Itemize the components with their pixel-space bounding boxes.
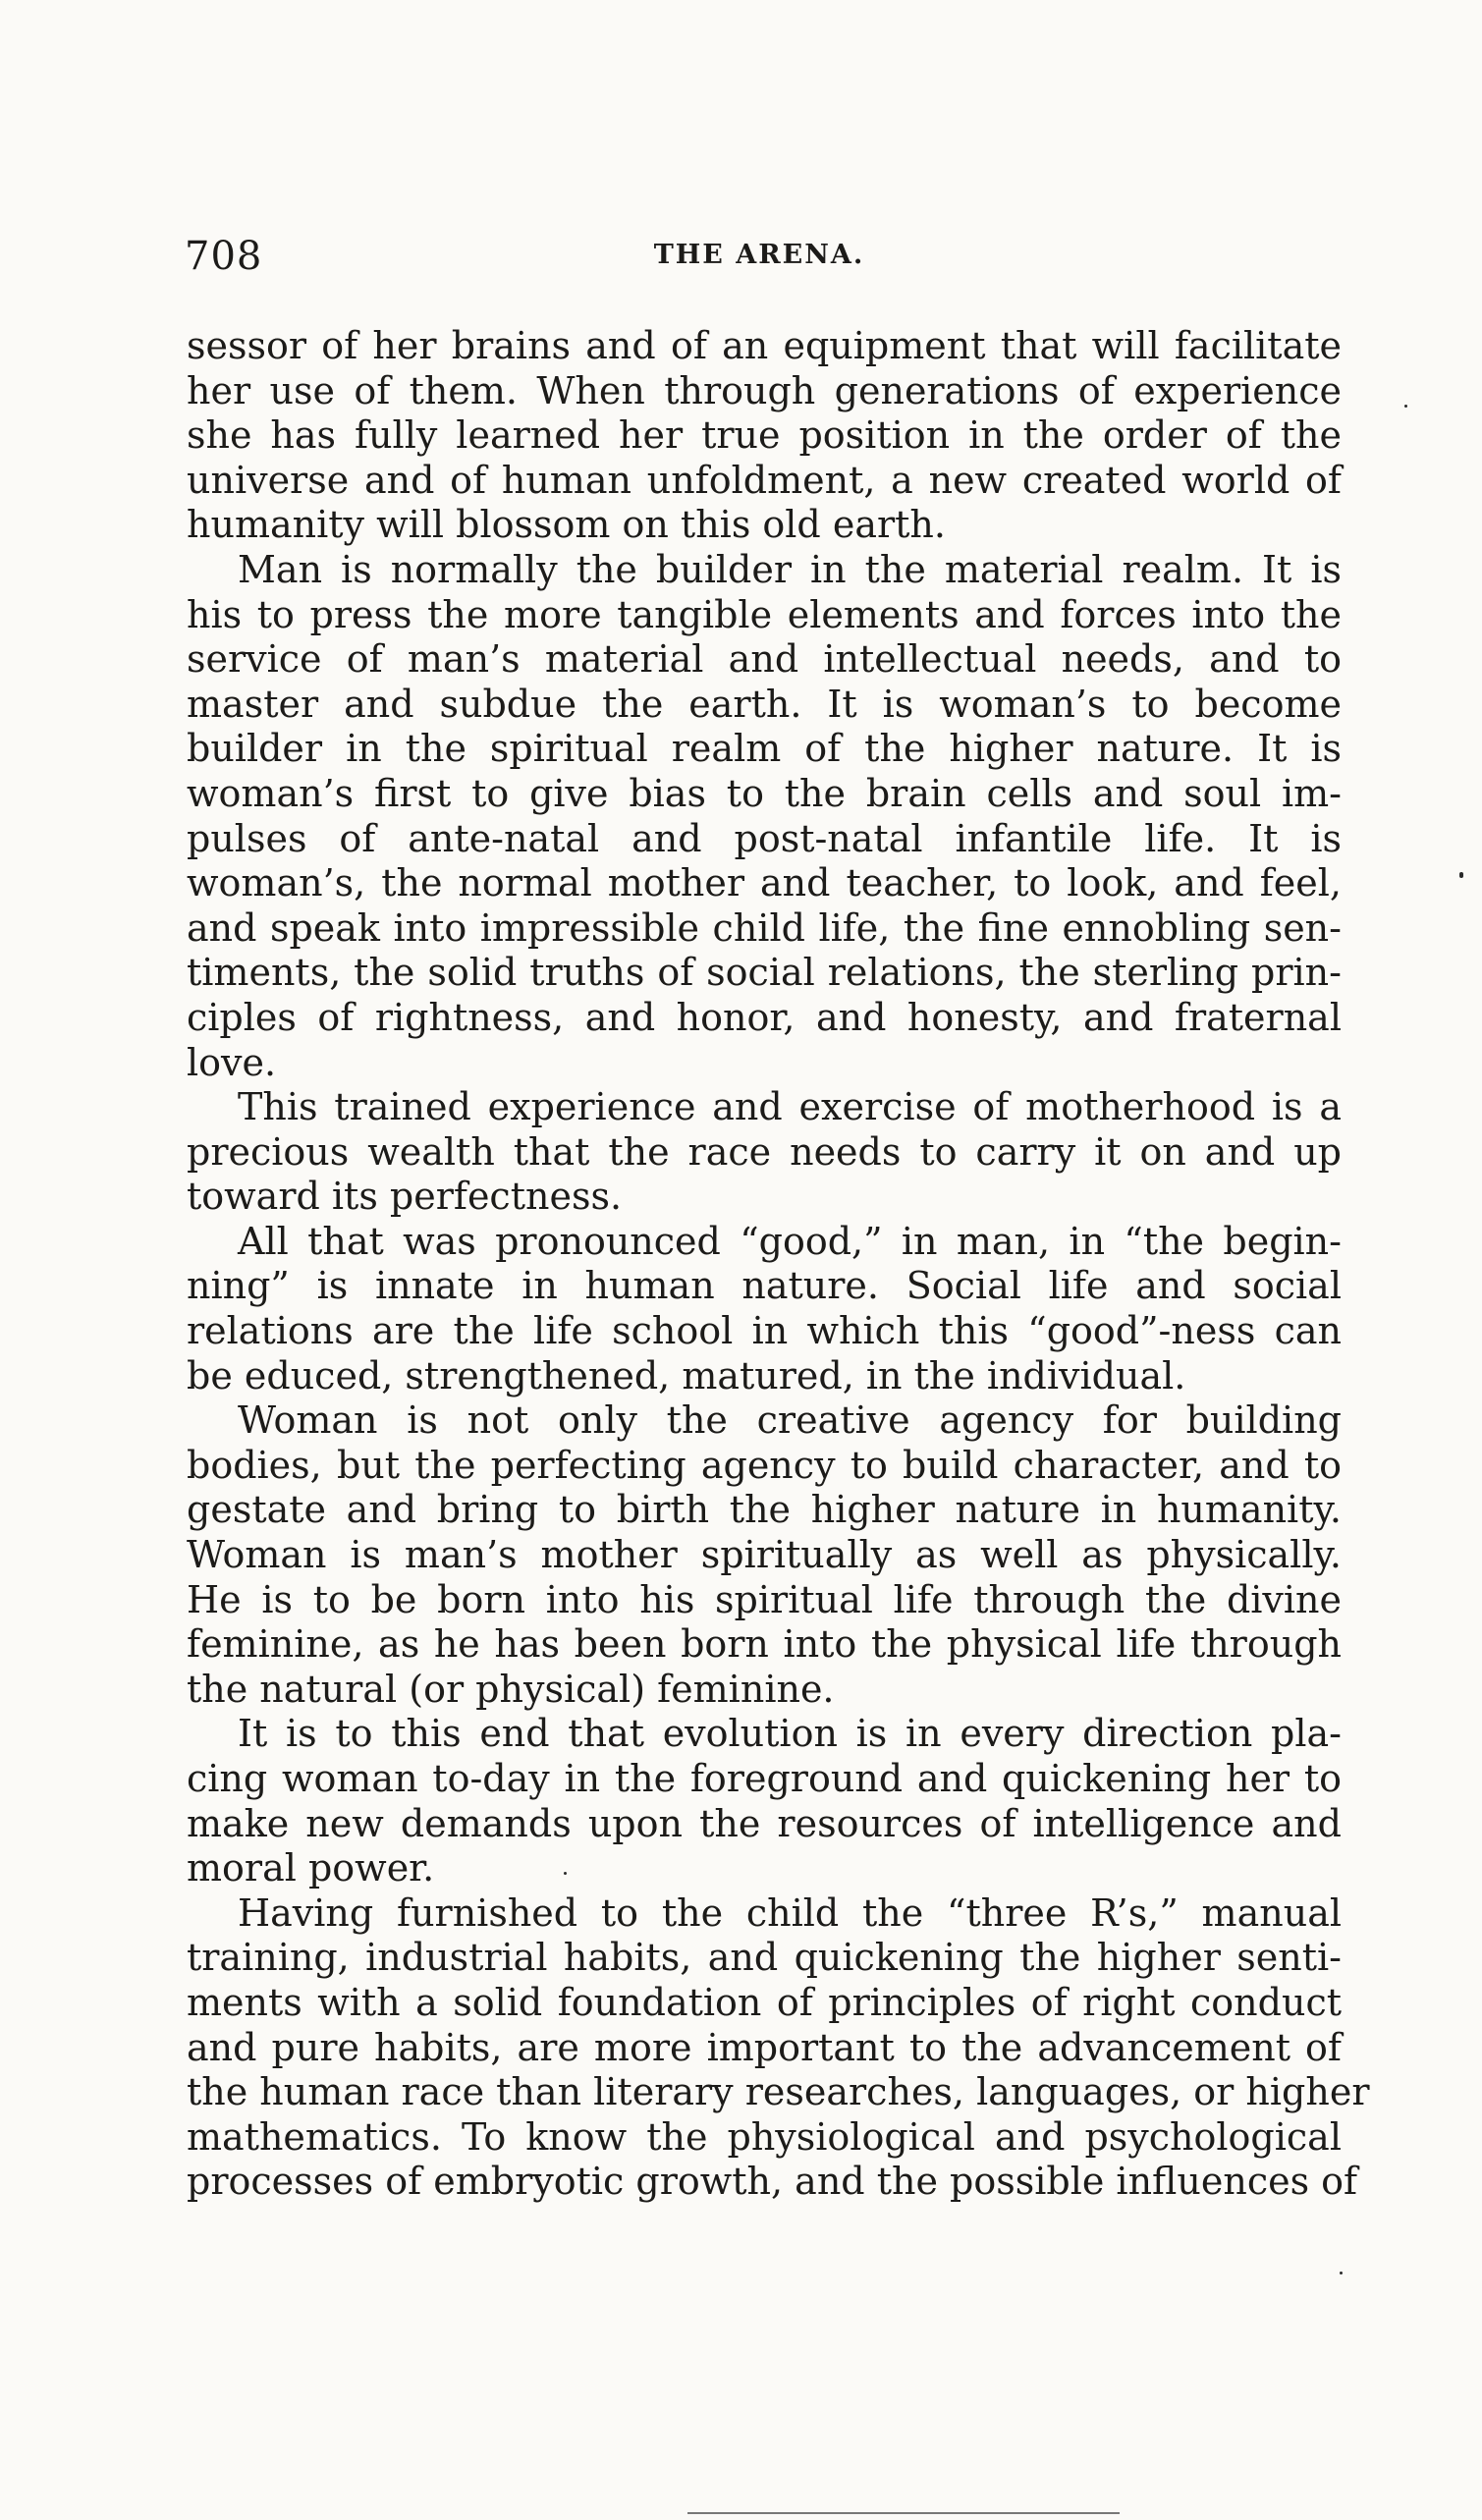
journal-title: THE ARENA. [653, 240, 865, 270]
page-number: 708 [185, 234, 263, 279]
text-line: gestate and bring to birth the higher nature in humanity. [187, 1488, 1342, 1532]
text-line: This trained experience and exercise of motherhood is a [238, 1085, 1342, 1129]
text-line: love. [187, 1040, 277, 1084]
body-text [187, 324, 1370, 2205]
text-line: universe and of human unfoldment, a new created world of [187, 458, 1342, 502]
bottom-edge-rule [687, 2512, 1120, 2514]
paragraph-4 [187, 1220, 1342, 1398]
text-line: his to press the more tangible elements and forces into the [187, 592, 1342, 636]
scan-speck [1340, 2272, 1343, 2274]
text-line: builder in the spiritual realm of the higher nature. It is [187, 727, 1342, 771]
text-line: feminine, as he has been born into the physical life through [187, 1622, 1342, 1667]
scan-speck [1459, 872, 1463, 878]
text-line: He is to be born into his spiritual life through the divine [187, 1577, 1342, 1621]
text-line: and speak into impressible child life, the fine ennobling sen- [187, 905, 1342, 950]
text-line: be educed, strengthened, matured, in the individual. [187, 1353, 1186, 1397]
text-line: relations are the life school in which this “good”-ness can [187, 1309, 1342, 1353]
paragraph-7 [187, 1890, 1370, 2205]
text-line: training, industrial habits, and quickening the higher senti- [187, 1936, 1342, 1980]
text-line: Man is normally the builder in the material realm. It is [238, 547, 1342, 591]
text-line: service of man’s material and intellectual needs, and to [187, 637, 1342, 682]
text-line: processes of embryotic growth, and the possible influences of [187, 2160, 1358, 2204]
text-line: moral power. [187, 1846, 435, 1890]
text-line: All that was pronounced “good,” in man, in “the begin- [238, 1219, 1342, 1263]
paragraph-1 [187, 324, 1342, 548]
text-line: toward its perfectness. [187, 1175, 623, 1219]
text-line: ments with a solid foundation of principles of right conduct [187, 1980, 1342, 2024]
text-line: timents, the solid truths of social relations, the sterling prin- [187, 951, 1342, 995]
paragraph-2 [187, 548, 1342, 1085]
text-line: bodies, but the perfecting agency to build character, and to [187, 1443, 1342, 1487]
text-line: It is to this end that evolution is in every direction pla- [238, 1712, 1342, 1756]
text-line: master and subdue the earth. It is woman’s to become [187, 682, 1342, 726]
text-line: ciples of rightness, and honor, and honesty, and fraternal [187, 995, 1342, 1039]
paragraph-3 [187, 1085, 1342, 1220]
text-line: Woman is not only the creative agency for building [238, 1398, 1342, 1443]
text-line: precious wealth that the race needs to carry it on and up [187, 1129, 1342, 1174]
text-line: she has fully learned her true position in the order of the [187, 413, 1342, 458]
text-line: and pure habits, are more important to the advancement of [187, 2025, 1342, 2069]
text-line: Woman is man’s mother spiritually as well as physically. [187, 1533, 1342, 1577]
text-line: ning” is innate in human nature. Social life and social [187, 1264, 1342, 1308]
text-line: her use of them. When through generations of experience [187, 368, 1342, 412]
text-line: the human race than literary researches, languages, or higher [187, 2070, 1370, 2114]
paragraph-6 [187, 1712, 1342, 1890]
text-line: mathematics. To know the physiological and psychological [187, 2114, 1342, 2159]
text-line: humanity will blossom on this old earth. [187, 503, 946, 547]
text-line: woman’s, the normal mother and teacher, to look, and feel, [187, 861, 1342, 905]
running-head [185, 234, 1334, 293]
scan-speck [564, 1872, 567, 1875]
text-line: pulses of ante-natal and post-natal infantile life. It is [187, 816, 1342, 860]
text-line: sessor of her brains and of an equipment that will facilitate [187, 324, 1342, 367]
text-line: woman’s first to give bias to the brain cells and soul im- [187, 771, 1342, 815]
paragraph-5 [187, 1398, 1342, 1712]
text-line: the natural (or physical) feminine. [187, 1667, 835, 1711]
text-line: Having furnished to the child the “three R’s,” manual [238, 1890, 1342, 1935]
text-line: make new demands upon the resources of intelligence and [187, 1801, 1342, 1845]
scan-speck [1404, 405, 1407, 408]
text-line: cing woman to-day in the foreground and quickening her to [187, 1757, 1342, 1800]
